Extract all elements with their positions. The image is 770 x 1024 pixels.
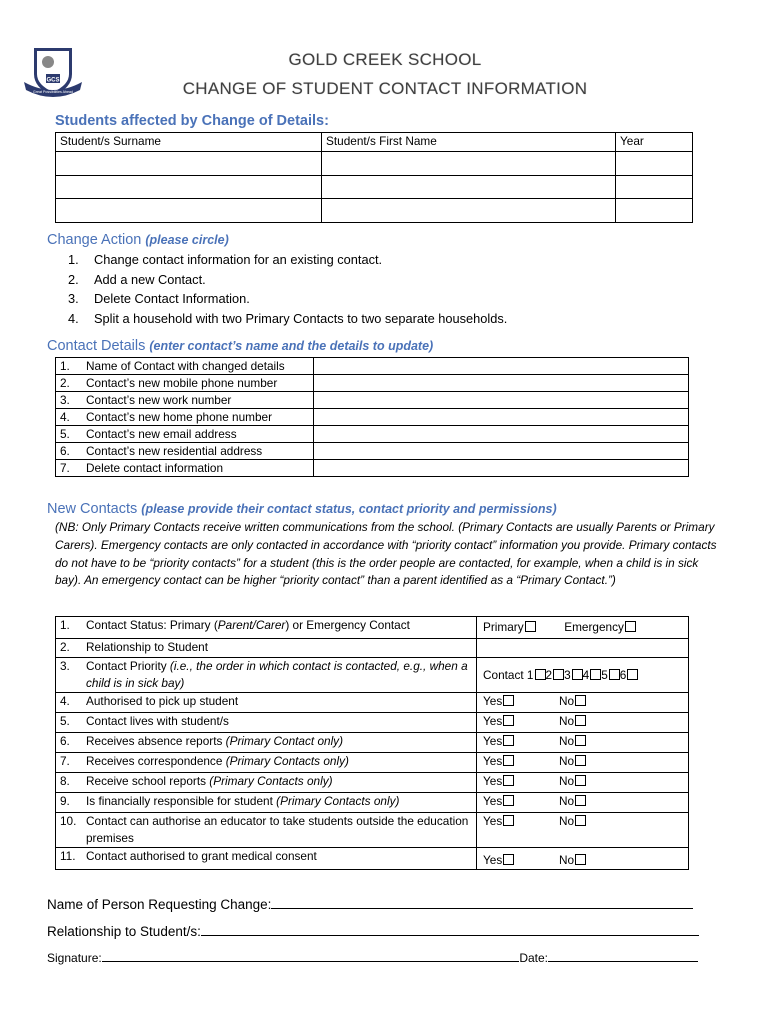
- surname-input-1[interactable]: [56, 152, 322, 176]
- table-row: [56, 199, 693, 223]
- col-surname: Student/s Surname: [56, 133, 322, 152]
- emergency-checkbox[interactable]: [625, 621, 636, 632]
- students-table: [55, 132, 693, 223]
- relationship-input[interactable]: [477, 639, 689, 658]
- surname-input-2[interactable]: [56, 175, 322, 199]
- logo-motto: Great Possibilities Ahead: [33, 90, 73, 94]
- list-item[interactable]: 1. Change contact information for an existing contact.: [68, 252, 383, 267]
- logo-initials: GCS: [46, 77, 60, 84]
- no-checkbox[interactable]: [575, 735, 586, 746]
- new-contacts-heading: [47, 501, 557, 517]
- table-row: 5. Contact lives with student/s Yes No: [56, 713, 689, 733]
- table-row: 7. Delete contact information: [56, 460, 689, 477]
- firstname-input-1[interactable]: [322, 152, 616, 176]
- year-input-2[interactable]: [616, 175, 693, 199]
- school-name: GOLD CREEK SCHOOL: [288, 50, 482, 69]
- change-action-title: Change Action: [47, 232, 142, 248]
- table-row: 4. Authorised to pick up student Yes No: [56, 693, 689, 713]
- table-row: 1. Name of Contact with changed details: [56, 358, 689, 375]
- yes-checkbox[interactable]: [503, 795, 514, 806]
- detail-input-7[interactable]: [314, 460, 689, 477]
- table-row: 3. Contact’s new work number: [56, 392, 689, 409]
- requester-input[interactable]: [271, 897, 693, 909]
- new-contacts-table: [55, 616, 689, 870]
- table-row: [56, 175, 693, 199]
- year-input-1[interactable]: [616, 152, 693, 176]
- change-action-subtitle: (please circle): [145, 233, 229, 247]
- signature-line: [47, 951, 698, 965]
- detail-input-6[interactable]: [314, 443, 689, 460]
- priority-6-checkbox[interactable]: [627, 669, 638, 680]
- table-row: 5. Contact’s new email address: [56, 426, 689, 443]
- detail-input-3[interactable]: [314, 392, 689, 409]
- students-heading: Students affected by Change of Details:: [55, 113, 329, 129]
- contact-details-title: Contact Details: [47, 338, 146, 354]
- priority-5-checkbox[interactable]: [609, 669, 620, 680]
- table-row: 9. Is financially responsible for student (Primary Contacts only) Yes No: [56, 793, 689, 813]
- yes-checkbox[interactable]: [503, 715, 514, 726]
- no-checkbox[interactable]: [575, 795, 586, 806]
- no-checkbox[interactable]: [575, 695, 586, 706]
- list-item[interactable]: 4. Split a household with two Primary Contacts to two separate households.: [68, 310, 508, 326]
- no-checkbox[interactable]: [575, 775, 586, 786]
- relationship-line: [47, 924, 699, 939]
- surname-input-3[interactable]: [56, 199, 322, 223]
- new-contacts-title: New Contacts: [47, 501, 138, 517]
- relationship-label: Relationship to Student/s:: [47, 924, 201, 939]
- change-action-heading: [47, 232, 229, 248]
- yes-checkbox[interactable]: [503, 755, 514, 766]
- yes-checkbox[interactable]: [503, 735, 514, 746]
- primary-checkbox[interactable]: [525, 621, 536, 632]
- no-checkbox[interactable]: [575, 755, 586, 766]
- table-row: 8. Receive school reports (Primary Contacts only) Yes No: [56, 773, 689, 793]
- relationship-footer-input[interactable]: [201, 924, 699, 936]
- table-row: 7. Receives correspondence (Primary Contacts only) Yes No: [56, 753, 689, 773]
- no-checkbox[interactable]: [575, 815, 586, 826]
- no-checkbox[interactable]: [575, 715, 586, 726]
- date-input[interactable]: [548, 951, 698, 962]
- new-contacts-note: (NB: Only Primary Contacts receive written communications from the school. (Primary Contacts are usually Parents or Primary Carers). Emergency contacts are only contacted in accordance with “priority contact” information you provide. Primary contacts do not have to be “priority contacts” for a student (this is the order people are contacted, for example, when a child is in sick bay). An emergency contact can be higher “priority contact” than a parent identified as a “Primary Contact.”): [55, 520, 717, 588]
- contact-details-subtitle: (enter contact’s name and the details to update): [149, 339, 434, 353]
- table-row: 2. Relationship to Student: [56, 639, 689, 658]
- detail-input-4[interactable]: [314, 409, 689, 426]
- table-row: 11. Contact authorised to grant medical consent Yes No: [56, 848, 689, 870]
- yes-checkbox[interactable]: [503, 815, 514, 826]
- contact-details-table: [55, 357, 689, 477]
- list-item[interactable]: 3. Delete Contact Information.: [68, 291, 250, 306]
- detail-input-1[interactable]: [314, 358, 689, 375]
- new-contacts-subtitle: (please provide their contact status, contact priority and permissions): [141, 502, 557, 516]
- yes-checkbox[interactable]: [503, 775, 514, 786]
- requester-line: [47, 897, 693, 912]
- form-title: CHANGE OF STUDENT CONTACT INFORMATION: [182, 79, 588, 98]
- signature-input[interactable]: [102, 951, 520, 962]
- table-row: [56, 152, 693, 176]
- table-row: 3. Contact Priority (i.e., the order in which contact is contacted, e.g., when a child is in sick bay) Contact 1 2 3 4 5 6: [56, 658, 689, 693]
- list-item[interactable]: 2. Add a new Contact.: [68, 271, 206, 287]
- year-input-3[interactable]: [616, 199, 693, 223]
- table-row: 10. Contact can authorise an educator to take students outside the education premises Yes No: [56, 813, 689, 848]
- col-year: Year: [616, 133, 693, 152]
- table-row: 6. Contact’s new residential address: [56, 443, 689, 460]
- change-action-list: [68, 250, 507, 328]
- table-row: 6. Receives absence reports (Primary Contact only) Yes No: [56, 733, 689, 753]
- priority-1-checkbox[interactable]: [535, 669, 546, 680]
- firstname-input-3[interactable]: [322, 199, 616, 223]
- table-row: 4. Contact’s new home phone number: [56, 409, 689, 426]
- priority-4-checkbox[interactable]: [590, 669, 601, 680]
- requester-label: Name of Person Requesting Change:: [47, 897, 272, 912]
- date-label: Date:: [519, 951, 548, 965]
- priority-2-checkbox[interactable]: [553, 669, 564, 680]
- priority-3-checkbox[interactable]: [572, 669, 583, 680]
- table-row: 1. Contact Status: Primary (Parent/Carer) or Emergency Contact Primary Emergency: [56, 617, 689, 639]
- contact-details-heading: [47, 338, 433, 354]
- firstname-input-2[interactable]: [322, 175, 616, 199]
- yes-checkbox[interactable]: [503, 695, 514, 706]
- signature-label: Signature:: [47, 951, 102, 965]
- detail-input-5[interactable]: [314, 426, 689, 443]
- yes-checkbox[interactable]: [503, 854, 514, 865]
- no-checkbox[interactable]: [575, 854, 586, 865]
- detail-input-2[interactable]: [314, 375, 689, 392]
- col-first-name: Student/s First Name: [322, 133, 616, 152]
- table-row: 2. Contact’s new mobile phone number: [56, 375, 689, 392]
